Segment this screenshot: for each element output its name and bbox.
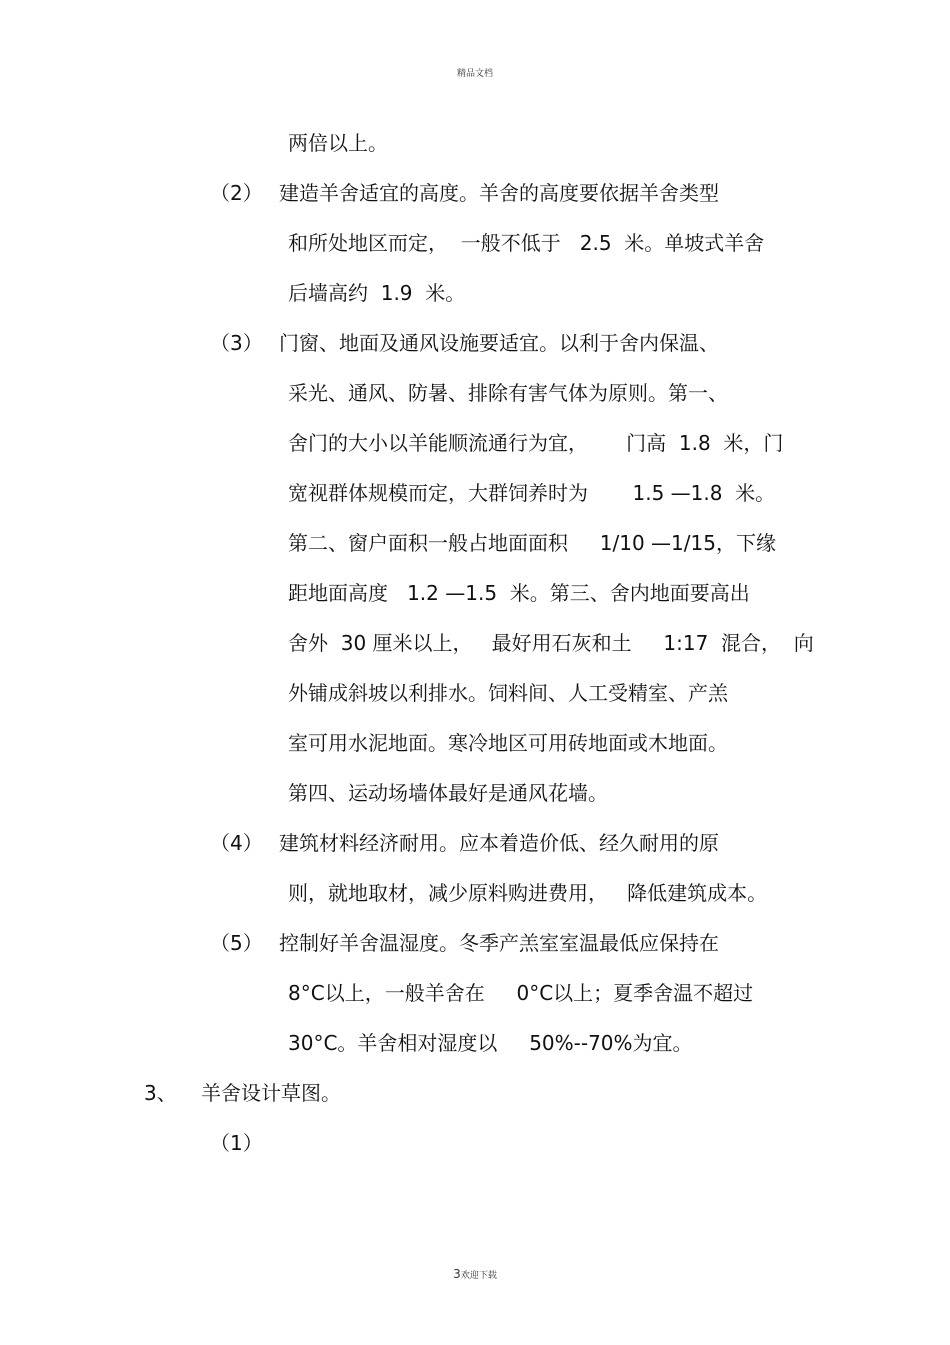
item-label: （5） xyxy=(210,931,263,955)
text-line: 宽视群体规模而定，大群饲养时为 1.5 —1.8 米。 xyxy=(288,481,776,505)
section-title: 羊舍设计草图。 xyxy=(201,1081,341,1105)
text-line: 第二、窗户面积一般占地面面积 1/10 —1/15，下缘 xyxy=(288,531,776,555)
page-header: 精品文档 xyxy=(456,69,493,79)
text-line: 后墙高约 1.9 米。 xyxy=(288,281,466,305)
item-label: （1） xyxy=(210,1131,263,1155)
text-line: 建造羊舍适宜的高度。羊舍的高度要依据羊舍类型 xyxy=(279,181,719,205)
text-line: 第四、运动场墙体最好是通风花墙。 xyxy=(288,781,608,805)
text-line: 舍外 30 厘米以上， 最好用石灰和土 1:17 混合， 向 xyxy=(288,631,814,655)
text-line: 两倍以上。 xyxy=(288,131,388,155)
footer-text: 欢迎下载 xyxy=(460,1271,497,1281)
item-label: （3） xyxy=(210,331,263,355)
item-label: （2） xyxy=(210,181,263,205)
text-line: 采光、通风、防暑、排除有害气体为原则。第一、 xyxy=(288,381,728,405)
page-footer xyxy=(0,1263,950,1282)
text-line: 室可用水泥地面。寒冷地区可用砖地面或木地面。 xyxy=(288,731,728,755)
item-label: （4） xyxy=(210,831,263,855)
text-line: 则，就地取材，减少原料购进费用， 降低建筑成本。 xyxy=(288,881,768,905)
text-line: 外铺成斜坡以利排水。饲料间、人工受精室、产羔 xyxy=(288,681,728,705)
text-line: 舍门的大小以羊能顺流通行为宜， 门高 1.8 米，门 xyxy=(288,431,784,455)
text-line: 30°C。羊舍相对湿度以 50%--70%为宜。 xyxy=(288,1031,693,1055)
text-line: 距地面高度 1.2 —1.5 米。第三、舍内地面要高出 xyxy=(288,581,750,605)
text-line: 和所处地区而定， 一般不低于 2.5 米。单坡式羊舍 xyxy=(288,231,765,255)
section-number: 3、 xyxy=(144,1081,177,1105)
text-line: 建筑材料经济耐用。应本着造价低、经久耐用的原 xyxy=(279,831,719,855)
page-number: 3 xyxy=(453,1267,461,1281)
text-line: 8°C以上，一般羊舍在 0°C以上；夏季舍温不超过 xyxy=(288,981,754,1005)
text-line: 控制好羊舍温湿度。冬季产羔室室温最低应保持在 xyxy=(279,931,719,955)
text-line: 门窗、地面及通风设施要适宜。以利于舍内保温、 xyxy=(279,331,719,355)
